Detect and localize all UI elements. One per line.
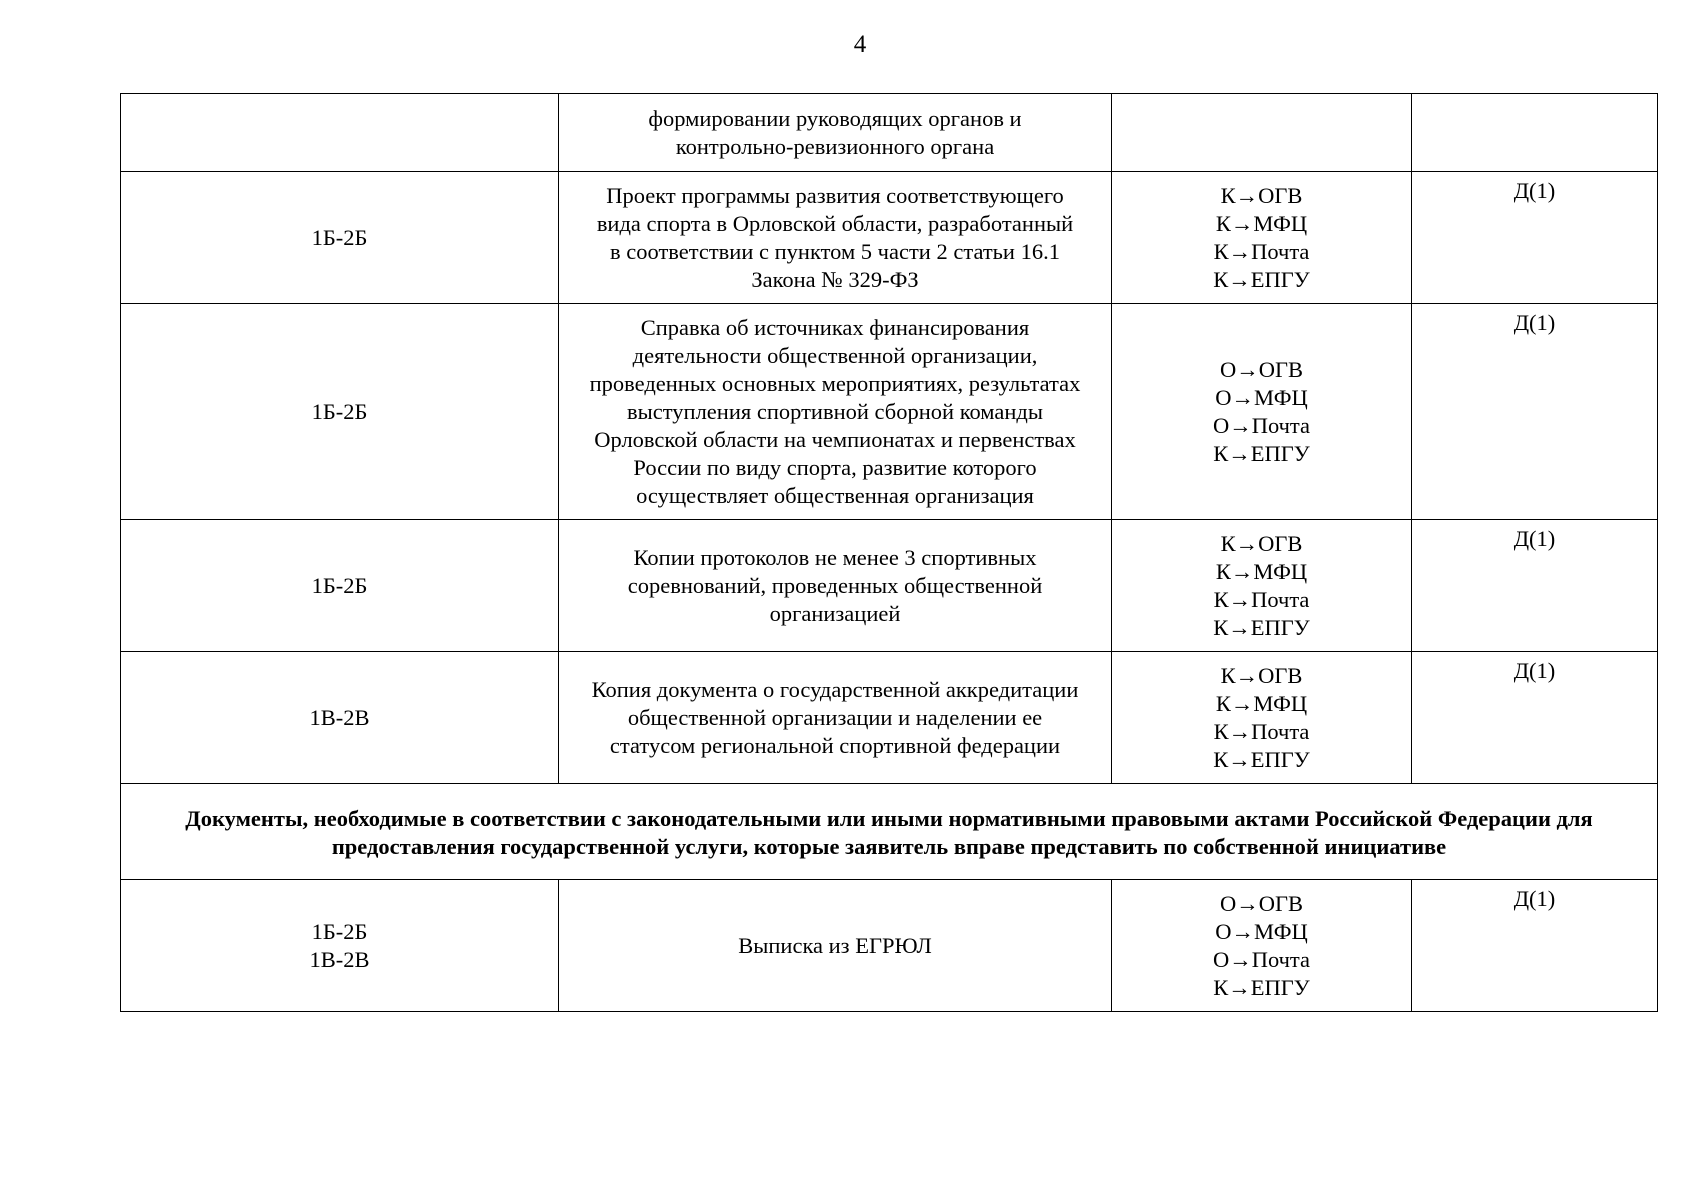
form-cell [1112,94,1412,172]
code-cell [121,880,559,1012]
table-row [121,652,1658,784]
code-cell [121,172,559,304]
form-value: К→ОГВ [1220,662,1303,688]
form-value: К→ЕПГУ [1213,746,1310,772]
requirement-cell [1412,880,1658,1012]
requirement-value: Д(1) [1513,658,1556,683]
document-cell [559,304,1112,520]
form-value: К→МФЦ [1215,690,1308,716]
document-line: формировании руководящих органов и [648,105,1022,131]
form-value: К→МФЦ [1215,210,1308,236]
code-value: 1Б-2Б [311,918,368,944]
requirement-value: Д(1) [1513,886,1556,911]
form-value: О→Почта [1212,412,1311,438]
form-value: К→ОГВ [1220,530,1303,556]
code-cell [121,520,559,652]
document-line: в соответствии с пунктом 5 части 2 статьи 16.1 [610,238,1060,264]
form-cell [1112,520,1412,652]
requirement-cell [1412,94,1658,172]
requirement-value: Д(1) [1513,526,1556,551]
form-value: О→ОГВ [1219,890,1303,916]
section-header [121,784,1658,880]
document-line: Орловской области на чемпионатах и первенствах [594,426,1076,452]
form-value: К→Почта [1213,586,1310,612]
document-cell [559,94,1112,172]
document-line: соревнований, проведенных общественной [627,572,1043,598]
form-value: О→МФЦ [1215,384,1308,410]
document-line: Копия документа о государственной аккредитации [591,676,1079,702]
form-value: К→ЕПГУ [1213,614,1310,640]
table-row [121,94,1658,172]
document-line: Копии протоколов не менее 3 спортивных [633,544,1037,570]
requirement-value: Д(1) [1513,178,1556,203]
table-row [121,304,1658,520]
code-cell [121,652,559,784]
document-line: деятельности общественной организации, [632,342,1038,368]
section-header-row [121,784,1658,880]
document-cell [559,520,1112,652]
form-value: К→ЕПГУ [1213,974,1310,1000]
document-line: вида спорта в Орловской области, разработанный [596,210,1074,236]
table-row [121,172,1658,304]
document-line: организацией [769,600,901,626]
form-value: К→Почта [1213,238,1310,264]
form-value: К→ЕПГУ [1213,266,1310,292]
form-value: К→ЕПГУ [1213,440,1310,466]
document-cell [559,880,1112,1012]
document-line: выступления спортивной сборной команды [627,398,1043,424]
section-header-line: предоставления государственной услуги, которые заявитель вправе представить по собственной инициативе [331,833,1447,859]
document-line: Закона № 329-ФЗ [751,266,919,292]
requirement-value: Д(1) [1513,310,1556,335]
documents-table [120,93,1658,1012]
document-line: контрольно-ревизионного органа [675,133,995,159]
code-cell [121,94,559,172]
form-cell [1112,304,1412,520]
section-header-line: Документы, необходимые в соответствии с законодательными или иными нормативными правовыми актами Российской Федерации для [185,805,1593,831]
document-line: осуществляет общественная организация [636,482,1034,508]
requirement-cell [1412,172,1658,304]
form-value: О→МФЦ [1215,918,1308,944]
code-value: 1Б-2Б [311,572,368,598]
document-line: Проект программы развития соответствующего [606,182,1064,208]
form-value: О→Почта [1212,946,1311,972]
document-line: статусом региональной спортивной федерации [609,732,1061,758]
document-line: Справка об источниках финансирования [640,314,1030,340]
code-value: 1В-2В [309,946,370,972]
form-value: О→ОГВ [1219,356,1303,382]
code-value: 1Б-2Б [311,224,368,250]
document-cell [559,172,1112,304]
requirement-cell [1412,652,1658,784]
document-line: проведенных основных мероприятиях, результатах [589,370,1081,396]
requirement-cell [1412,304,1658,520]
table-row [121,520,1658,652]
table-row [121,880,1658,1012]
code-value: 1Б-2Б [311,398,368,424]
document-cell [559,652,1112,784]
document-line: Выписка из ЕГРЮЛ [738,932,932,958]
form-cell [1112,172,1412,304]
form-cell [1112,652,1412,784]
document-line: России по виду спорта, развитие которого [633,454,1037,480]
form-value: К→Почта [1213,718,1310,744]
form-value: К→ОГВ [1220,182,1303,208]
requirement-cell [1412,520,1658,652]
code-value: 1В-2В [309,704,370,730]
form-cell [1112,880,1412,1012]
page-number: 4 [853,31,867,58]
form-value: К→МФЦ [1215,558,1308,584]
code-cell [121,304,559,520]
document-line: общественной организации и наделении ее [627,704,1043,730]
